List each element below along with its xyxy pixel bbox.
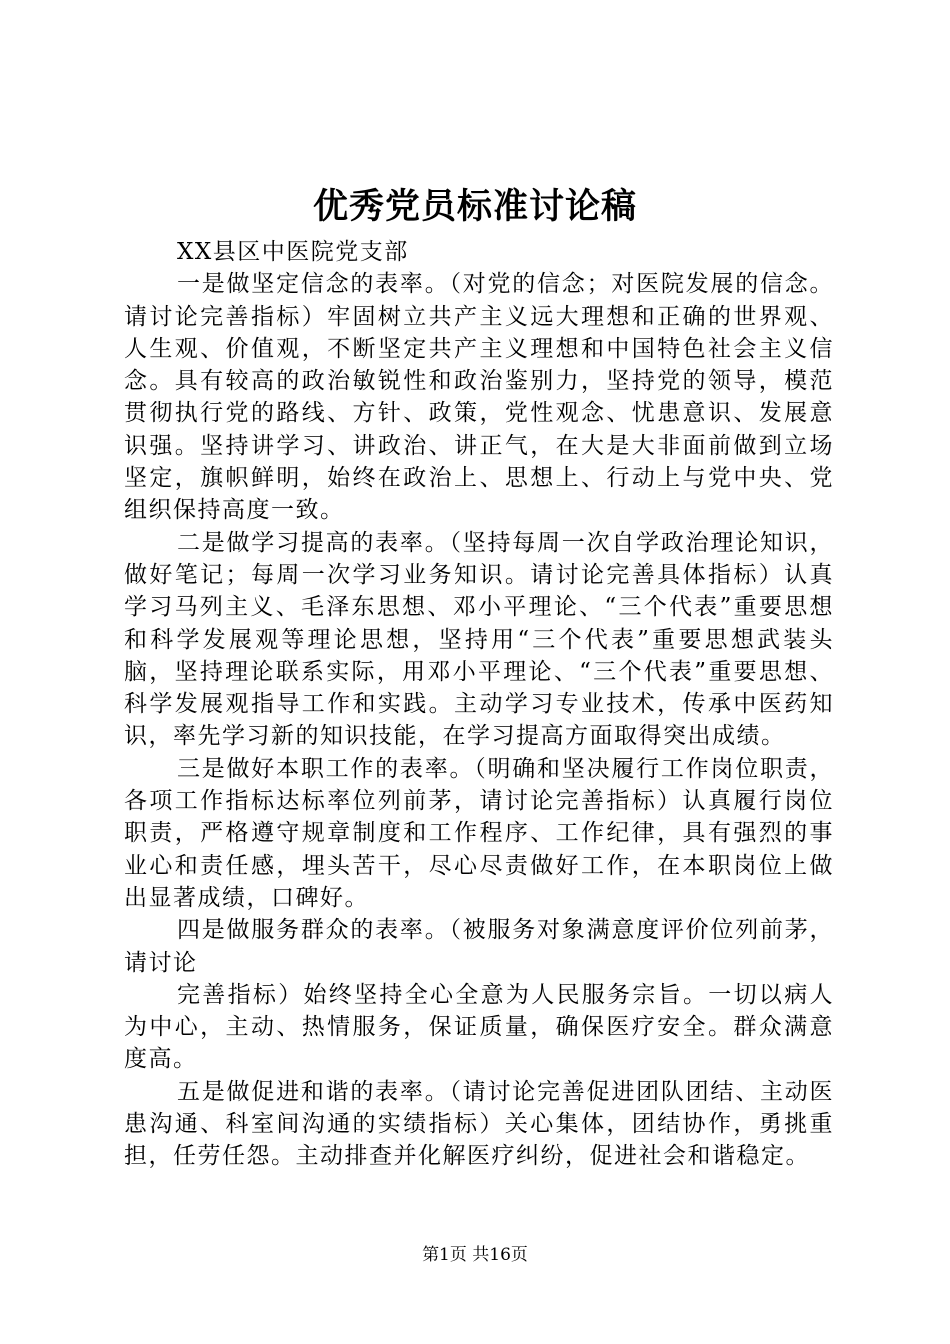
- document-body: [124, 236, 834, 1173]
- paragraph-1: 一是做坚定信念的表率。（对党的信念；对医院发展的信念。请讨论完善指标）牢固树立共产主义远大理想和正确的世界观、人生观、价值观，不断坚定共产主义理想和中国特色社会主义信念。具有较高的政治敏锐性和政治鉴别力，坚持党的领导，模范贯彻执行党的路线、方针、政策，党性观念、忧患意识、发展意识强。坚持讲学习、讲政治、讲正气，在大是大非面前做到立场坚定，旗帜鲜明，始终在政治上、思想上、行动上与党中央、党组织保持高度一致。: [124, 271, 834, 524]
- document-title: 优秀党员标准讨论稿: [312, 186, 637, 227]
- paragraph-2: 二是做学习提高的表率。（坚持每周一次自学政治理论知识，做好笔记；每周一次学习业务知识。请讨论完善具体指标）认真学习马列主义、毛泽东思想、邓小平理论、“三个代表”重要思想和科学发展观等理论思想，坚持用“三个代表”重要思想武装头脑，坚持理论联系实际，用邓小平理论、“三个代表”重要思想、科学发展观指导工作和实践。主动学习专业技术，传承中医药知识，率先学习新的知识技能，在学习提高方面取得突出成绩。: [124, 529, 834, 750]
- paragraph-4: 四是做服务群众的表率。（被服务对象满意度评价位列前茅，请讨论: [124, 917, 834, 976]
- paragraph-4-continued: 完善指标）始终坚持全心全意为人民服务宗旨。一切以病人为中心，主动、热情服务，保证质量，确保医疗安全。群众满意度高。: [124, 981, 834, 1073]
- page-number-footer: 第1页 共16页: [422, 1245, 528, 1265]
- paragraph-5: 五是做促进和谐的表率。（请讨论完善促进团队团结、主动医患沟通、科室间沟通的实绩指标）关心集体，团结协作，勇挑重担，任劳任怨。主动排查并化解医疗纠纷，促进社会和谐稳定。: [124, 1078, 834, 1170]
- organization-line: XX县区中医院党支部: [177, 239, 409, 265]
- paragraph-3: 三是做好本职工作的表率。（明确和坚决履行工作岗位职责，各项工作指标达标率位列前茅，请讨论完善指标）认真履行岗位职责，严格遵守规章制度和工作程序、工作纪律，具有强烈的事业心和责任感，埋头苦干，尽心尽责做好工作，在本职岗位上做出显著成绩，口碑好。: [124, 755, 834, 911]
